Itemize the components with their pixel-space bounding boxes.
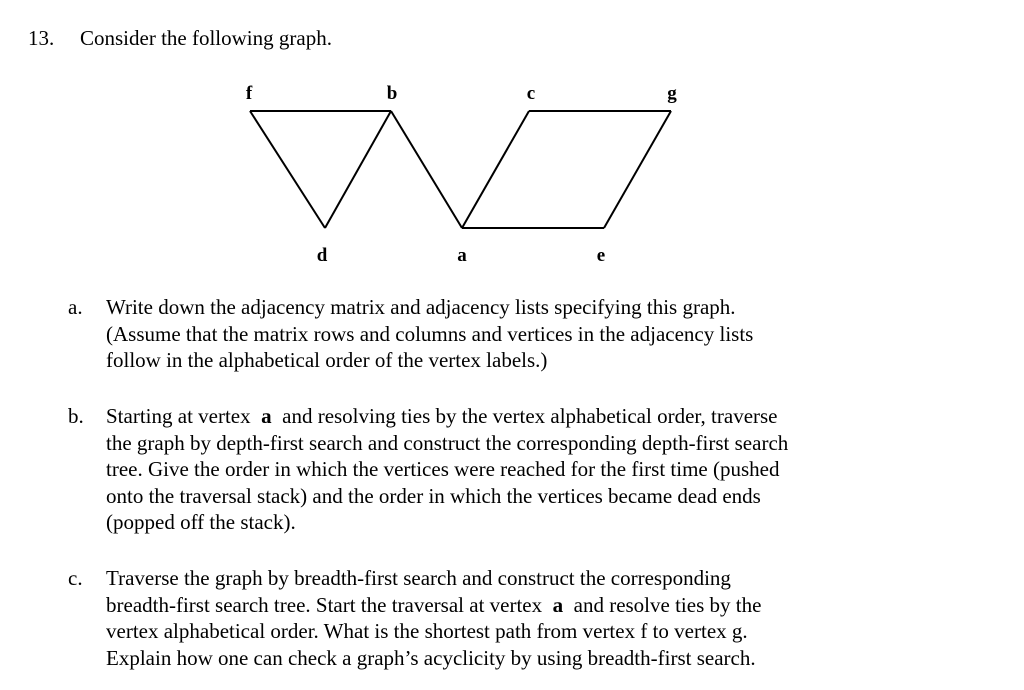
part-c-text	[106, 565, 906, 671]
vertex-label-f: f	[245, 83, 253, 104]
start-vertex-a: a	[552, 592, 564, 617]
part-b-line: tree. Give the order in which the vertices were reached for the first time (pushed	[106, 457, 780, 481]
vertex-label-g: g	[667, 83, 677, 104]
problem-intro: Consider the following graph.	[80, 26, 332, 50]
part-c-line2-pre: breadth-first search tree. Start the traversal at vertex	[106, 592, 543, 617]
part-b-letter: b.	[68, 404, 84, 428]
vertex-label-d: d	[316, 245, 328, 266]
edge-g-e	[604, 111, 671, 228]
vertex-label-a: a	[457, 245, 467, 266]
part-b-line: the graph by depth-first search and construct the corresponding depth-first search	[106, 430, 789, 455]
part-b-line: onto the traversal stack) and the order in which the vertices became dead ends	[106, 483, 761, 508]
vertex-label-c: c	[526, 83, 536, 104]
edge-b-d	[325, 111, 391, 228]
vertex-label-b: b	[386, 83, 398, 104]
start-vertex-a: a	[261, 404, 272, 428]
part-c-line: vertex alphabetical order. What is the shortest path from vertex f to vertex g.	[106, 619, 748, 643]
part-c-line	[106, 592, 906, 619]
problem-number: 13.	[28, 26, 55, 50]
part-b-line	[106, 403, 906, 430]
part-a-line: (Assume that the matrix rows and columns and vertices in the adjacency lists	[106, 321, 754, 346]
graph-figure	[0, 0, 1024, 290]
edge-b-a	[391, 111, 462, 228]
part-a-line: Write down the adjacency matrix and adjacency lists specifying this graph.	[106, 295, 736, 319]
part-b-text	[106, 403, 906, 536]
vertex-label-e: e	[596, 245, 606, 266]
part-b-line1-post: and resolving ties by the vertex alphabetical order, traverse	[282, 404, 778, 428]
part-a-line: follow in the alphabetical order of the vertex labels.)	[106, 348, 548, 372]
part-a-letter: a.	[68, 295, 83, 319]
part-c-line: Explain how one can check a graph’s acyclicity by using breadth-first search.	[106, 645, 756, 670]
part-b-line: (popped off the stack).	[106, 510, 296, 534]
edge-a-c	[462, 111, 529, 228]
part-c-line2-post: and resolve ties by the	[573, 592, 762, 617]
part-b-line1-pre: Starting at vertex	[106, 404, 251, 428]
part-a-text	[106, 294, 906, 374]
part-c-line: Traverse the graph by breadth-first search and construct the corresponding	[106, 566, 731, 590]
part-c-letter: c.	[68, 566, 83, 590]
edge-f-d	[250, 111, 325, 228]
